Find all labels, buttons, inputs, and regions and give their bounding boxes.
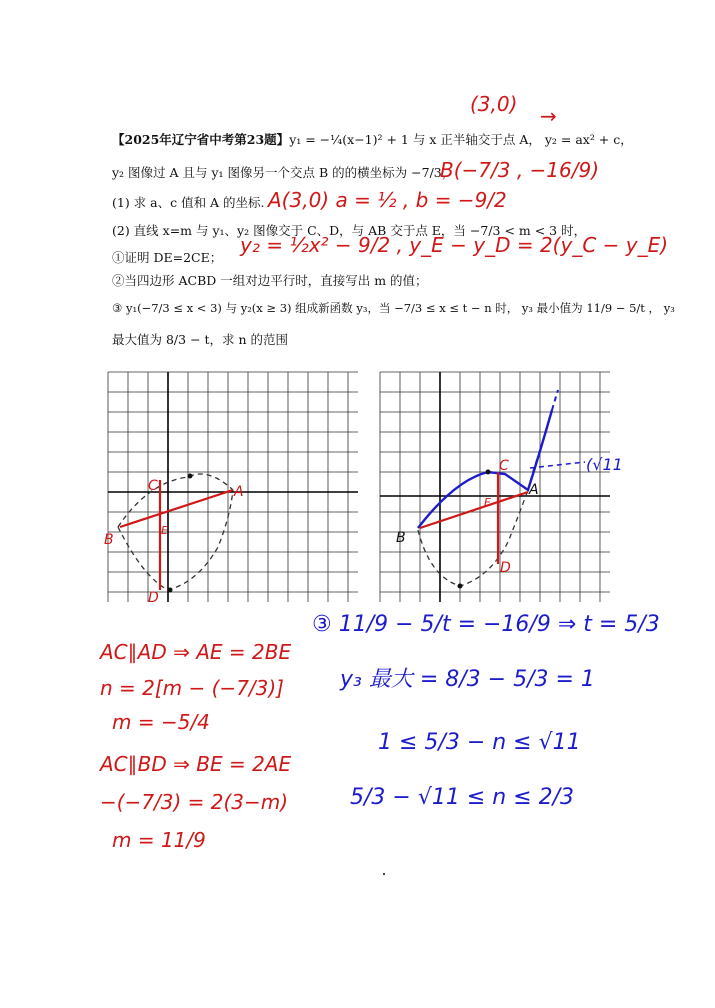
- left-point-top: [188, 474, 193, 479]
- right-label-C: C: [499, 458, 509, 474]
- left-label-B: B: [104, 532, 114, 548]
- speck: [383, 873, 385, 875]
- right-graph: [380, 372, 623, 602]
- step3-line4: 5/3 − √11 ≤ n ≤ 2/3: [350, 785, 575, 810]
- right-y3-dashed-up: [552, 390, 558, 410]
- problem-header: 【2025年辽宁省中考第23题】: [112, 132, 290, 147]
- right-label-B: B: [396, 530, 406, 546]
- left-step3: m = −5/4: [112, 710, 210, 734]
- step3-line3: 1 ≤ 5/3 − n ≤ √11: [378, 730, 581, 755]
- left-step6: m = 11/9: [112, 828, 206, 852]
- left-label-A: A: [234, 484, 244, 500]
- question-2-2: ②当四边形 ACBD 一组对边平行时，直接写出 m 的值；: [112, 273, 428, 288]
- left-step4: AC∥BD ⇒ BE = 2AE: [100, 752, 292, 776]
- right-point-top: [486, 470, 491, 475]
- left-step5: −(−7/3) = 2(3−m): [100, 790, 289, 814]
- right-label-A: A: [529, 482, 539, 498]
- left-label-C: C: [148, 478, 158, 494]
- question-1: (1) 求 a、c 值和 A 的坐标.: [112, 195, 265, 210]
- right-point-bottom: [458, 584, 463, 589]
- question-2-1: ①证明 DE=2CE；: [112, 250, 223, 265]
- left-label-E: E: [161, 524, 168, 537]
- annot-B-coord: B(−7/3 , −16/9): [440, 158, 600, 182]
- left-label-D: D: [148, 590, 159, 606]
- right-y3-curve: [418, 410, 552, 528]
- left-step2: n = 2[m − (−7/3)]: [100, 676, 284, 700]
- right-curve-lower: [418, 490, 528, 586]
- left-curve-upper: [118, 474, 233, 527]
- problem-text-1: y₁ = −¼(x−1)² + 1 与 x 正半轴交于点 A， y₂ = ax² + c，: [289, 132, 633, 147]
- right-line-AB: [420, 492, 528, 528]
- annot-answer2: y₂ = ½x² − 9/2 , y_E − y_D = 2(y_C − y_E): [240, 233, 669, 257]
- question-2-3b: 最大值为 8/3 − t，求 n 的范围: [112, 332, 289, 347]
- right-grid: [380, 372, 610, 602]
- annot-top-point: (3,0): [470, 92, 518, 116]
- left-graph: [104, 372, 358, 606]
- annot-top-arrow: →: [540, 104, 557, 128]
- right-label-D: D: [500, 560, 511, 576]
- annot-answer1: A(3,0) a = ½ , b = −9/2: [268, 188, 507, 212]
- right-callout: (√11: [586, 455, 623, 474]
- left-point-bottom: [168, 588, 173, 593]
- step3-line1: ③ 11/9 − 5/t = −16/9 ⇒ t = 5/3: [312, 612, 660, 637]
- problem-line1: [112, 130, 633, 148]
- problem-line2: y₂ 图像过 A 且与 y₁ 图像另一个交点 B 的的横坐标为 −7/3，: [112, 165, 455, 180]
- left-step1: AC∥AD ⇒ AE = 2BE: [100, 640, 292, 664]
- step3-line2: y₃ 最大 = 8/3 − 5/3 = 1: [340, 667, 595, 692]
- left-line-AB: [120, 490, 233, 527]
- right-level-dashed: [530, 462, 585, 468]
- left-grid: [108, 372, 358, 602]
- right-label-E: E: [484, 496, 491, 509]
- question-2-3: ③ y₁(−7/3 ≤ x < 3) 与 y₂(x ≥ 3) 组成新函数 y₃，当 −7/3 ≤ x ≤ t − n 时， y₃ 最小值为 11/9 − 5/t ， y₃: [112, 301, 675, 315]
- question-2: (2) 直线 x=m 与 y₁、y₂ 图像交于 C、D，与 AB 交于点 E，当 −7/3 < m < 3 时，: [112, 223, 587, 238]
